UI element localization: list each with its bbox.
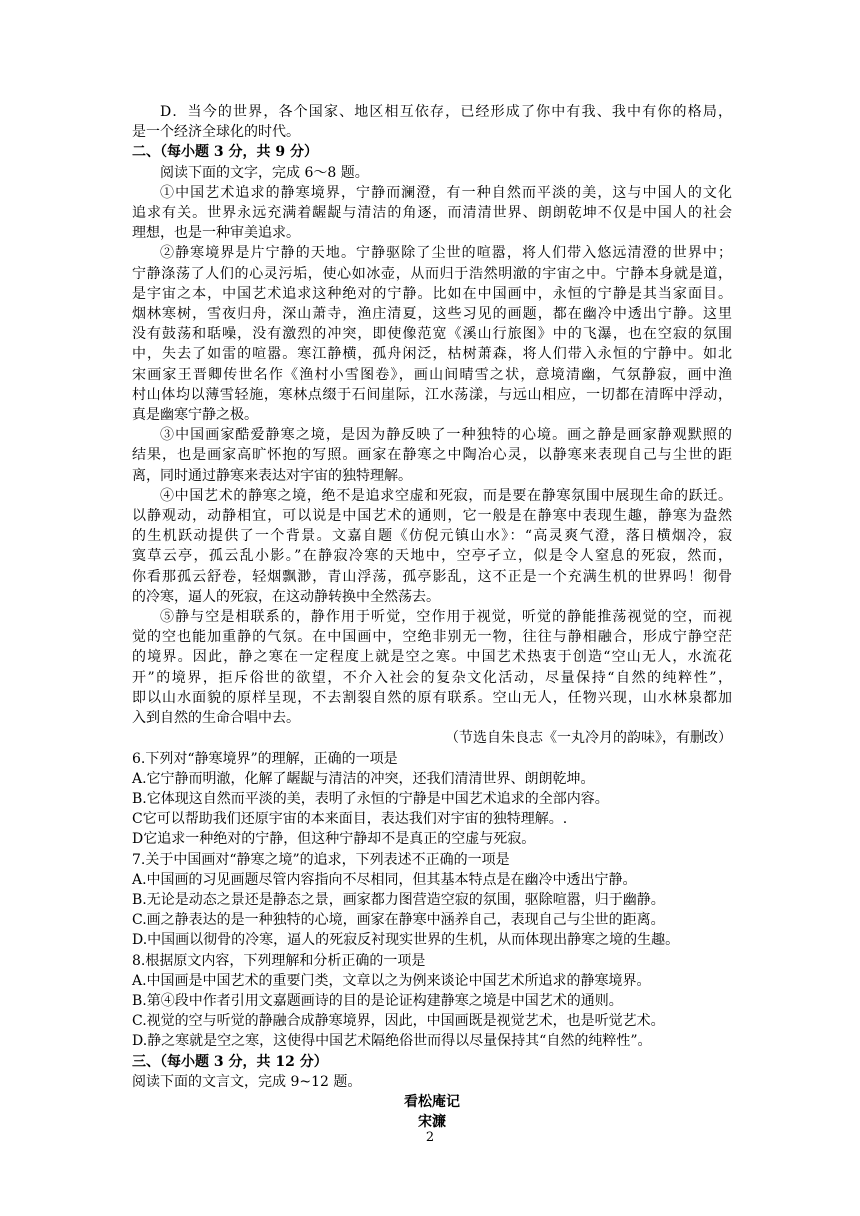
text-line: 的境界。因此，静之寒在一定程度上就是空之寒。中国艺术热衷于创造“空山无人，水流花 bbox=[132, 649, 732, 666]
text-line: 的冷寒，逼人的死寂，在这动静转换中全然荡去。 bbox=[132, 588, 440, 605]
text-line: D它追求一种绝对的宁静，但这种宁静却不是真正的空虚与死寂。 bbox=[132, 831, 536, 848]
text-line: 阅读下面的文言文，完成 9~12 题。 bbox=[132, 1073, 362, 1090]
text-line: 村山体均以薄雪轻施，寒林点缀于石间崖际，江水荡漾，与远山相应，一切都在清晖中浮动， bbox=[132, 386, 732, 403]
text-line: D．当今的世界，各个国家、地区相互依存，已经形成了你中有我、我中有你的格局， bbox=[160, 104, 732, 120]
text-line: A.中国画是中国艺术的重要门类，文章以之为例来谈论中国艺术所追求的静寒境界。 bbox=[132, 972, 651, 989]
text-line: 宋画家王晋卿传世名作《渔村小雪图卷》，画山间晴雪之状，意境清幽，气氛静寂，画中渔 bbox=[132, 366, 732, 383]
text-line: 开”的境界，拒斥俗世的欲望，不介入社会的复杂文化活动，尽量保持“自然的纯粹性”， bbox=[132, 669, 732, 686]
text-line: 三、（每小题 3 分，共 12 分） bbox=[132, 1053, 328, 1070]
text-line: D.中国画以彻骨的冷寒，逼人的死寂反衬现实世界的生机，从而体现出静寒之境的生趣。 bbox=[132, 932, 680, 949]
text-line: 8.根据原文内容，下列理解和分析正确的一项是 bbox=[132, 952, 426, 969]
text-line: 烟林寒树，雪夜归舟，深山萧寺，渔庄清夏，这些习见的画题，都在幽冷中透出宁静。这里 bbox=[132, 306, 732, 323]
text-line: 结果，也是画家高旷怀抱的写照。画家在静寒之中陶冶心灵，以静寒来表现自己与尘世的距 bbox=[132, 447, 732, 464]
document-page bbox=[132, 102, 732, 1132]
text-line: C.画之静表达的是一种独特的心境，画家在静寒中涵养自己，表现自己与尘世的距离。 bbox=[132, 912, 665, 929]
text-line: （节选自朱良志《一丸冷月的韵味》，有删改） bbox=[445, 730, 732, 747]
text-line: 以静观动，动静相宜，可以说是中国艺术的通则，它一般是在静寒中表现生趣，静寒为盎然 bbox=[132, 508, 732, 525]
text-line: 宁静涤荡了人们的心灵污垢，使心如冰壶，从而归于浩然明澈的宇宙之中。宁静本身就是道， bbox=[132, 265, 732, 282]
text-line: 阅读下面的文字，完成 6～8 题。 bbox=[160, 164, 369, 181]
text-line: 真是幽寒宁静之极。 bbox=[132, 407, 258, 424]
text-line: 中，失去了如雷的喧嚣。寒江静横，孤舟闲泛，枯树萧森，将人们带入永恒的宁静中。如北 bbox=[132, 346, 732, 363]
text-line: C.视觉的空与听觉的静融合成静寒境界，因此，中国画既是视觉艺术，也是听觉艺术。 bbox=[132, 1013, 665, 1030]
text-line: 寞草云亭，孤云乱小影。”在静寂冷寒的天地中，空亭孑立，似是令人窒息的死寂，然而， bbox=[132, 548, 732, 565]
text-line: 二、（每小题 3 分，共 9 分） bbox=[132, 144, 318, 161]
text-line: ③中国画家酷爱静寒之境，是因为静反映了一种独特的心境。画之静是画家静观默照的 bbox=[160, 427, 732, 444]
text-line: ⑤静与空是相联系的，静作用于听觉，空作用于视觉，听觉的静能推荡视觉的空，而视 bbox=[160, 609, 732, 626]
text-line: C它可以帮助我们还原宇宙的本来面目，表达我们对宇宙的独特理解。. bbox=[132, 811, 568, 828]
text-line: 6.下列对“静寒境界”的理解，正确的一项是 bbox=[132, 750, 398, 767]
text-line: 没有鼓荡和聒噪，没有激烈的冲突，即使像范宽《溪山行旅图》中的飞瀑，也在空寂的氛围 bbox=[132, 326, 732, 343]
text-line: 看松庵记 bbox=[404, 1093, 460, 1110]
text-line: 的生机跃动提供了一个背景。文嘉自题《仿倪元镇山水》：“高灵爽气澄，落日横烟冷，寂 bbox=[132, 528, 732, 545]
text-line: D.静之寒就是空之寒，这使得中国艺术隔绝俗世而得以尽量保持其“自然的纯粹性”。 bbox=[132, 1033, 652, 1050]
text-line: 即以山水面貌的原样呈现，不去割裂自然的原有联系。空山无人，任物兴现，山水林泉都加 bbox=[132, 689, 732, 706]
text-line: 你看那孤云舒卷，轻烟飘渺，青山浮荡，孤亭影乱，这不正是一个充满生机的世界吗！彻骨 bbox=[132, 568, 732, 585]
text-line: 离，同时通过静寒来表达对宇宙的独特理解。 bbox=[132, 467, 412, 484]
text-line: 觉的空也能加重静的气氛。在中国画中，空绝非别无一物，往往与静相融合，形成宁静空茫 bbox=[132, 629, 732, 646]
text-line: ①中国艺术追求的静寒境界，宁静而澜澄，有一种自然而平淡的美，这与中国人的文化 bbox=[160, 184, 732, 201]
text-line: 理想，也是一种审美追求。 bbox=[132, 225, 300, 242]
text-line: A.它宁静而明澈，化解了龌龊与清洁的冲突，还我们清清世界、朗朗乾坤。 bbox=[132, 770, 595, 787]
text-line: 追求有关。世界永远充满着龌龊与清洁的角逐，而清清世界、朗朗乾坤不仅是中国人的社会 bbox=[132, 205, 732, 222]
text-line: 是一个经济全球化的时代。 bbox=[132, 124, 300, 141]
text-line: B.第④段中作者引用文嘉题画诗的目的是论证构建静寒之境是中国艺术的通则。 bbox=[132, 992, 623, 1009]
text-line: 7.关于中国画对“静寒之境”的追求，下列表述不正确的一项是 bbox=[132, 851, 510, 868]
text-line: B.它体现这自然而平淡的美，表明了永恒的宁静是中国艺术追求的全部内容。 bbox=[132, 790, 609, 807]
text-line: 宋濂 bbox=[418, 1114, 446, 1131]
text-line: A.中国画的习见画题尽管内容指向不尽相同，但其基本特点是在幽冷中透出宁静。 bbox=[132, 871, 637, 888]
text-line: 是宇宙之本，中国艺术追求这种绝对的宁静。比如在中国画中，永恒的宁静是其当家面目。 bbox=[132, 285, 732, 302]
text-line: B.无论是动态之景还是静态之景，画家都力图营造空寂的氛围，驱除喧嚣，归于幽静。 bbox=[132, 891, 665, 908]
text-line: ②静寒境界是片宁静的天地。宁静驱除了尘世的喧嚣，将人们带入悠远清澄的世界中； bbox=[160, 245, 732, 262]
text-line: 入到自然的生命合唱中去。 bbox=[132, 710, 300, 727]
page-number: 2 bbox=[425, 1130, 435, 1145]
text-line: ④中国艺术的静寒之境，绝不是追求空虚和死寂，而是要在静寒氛围中展现生命的跃迁。 bbox=[160, 487, 732, 504]
